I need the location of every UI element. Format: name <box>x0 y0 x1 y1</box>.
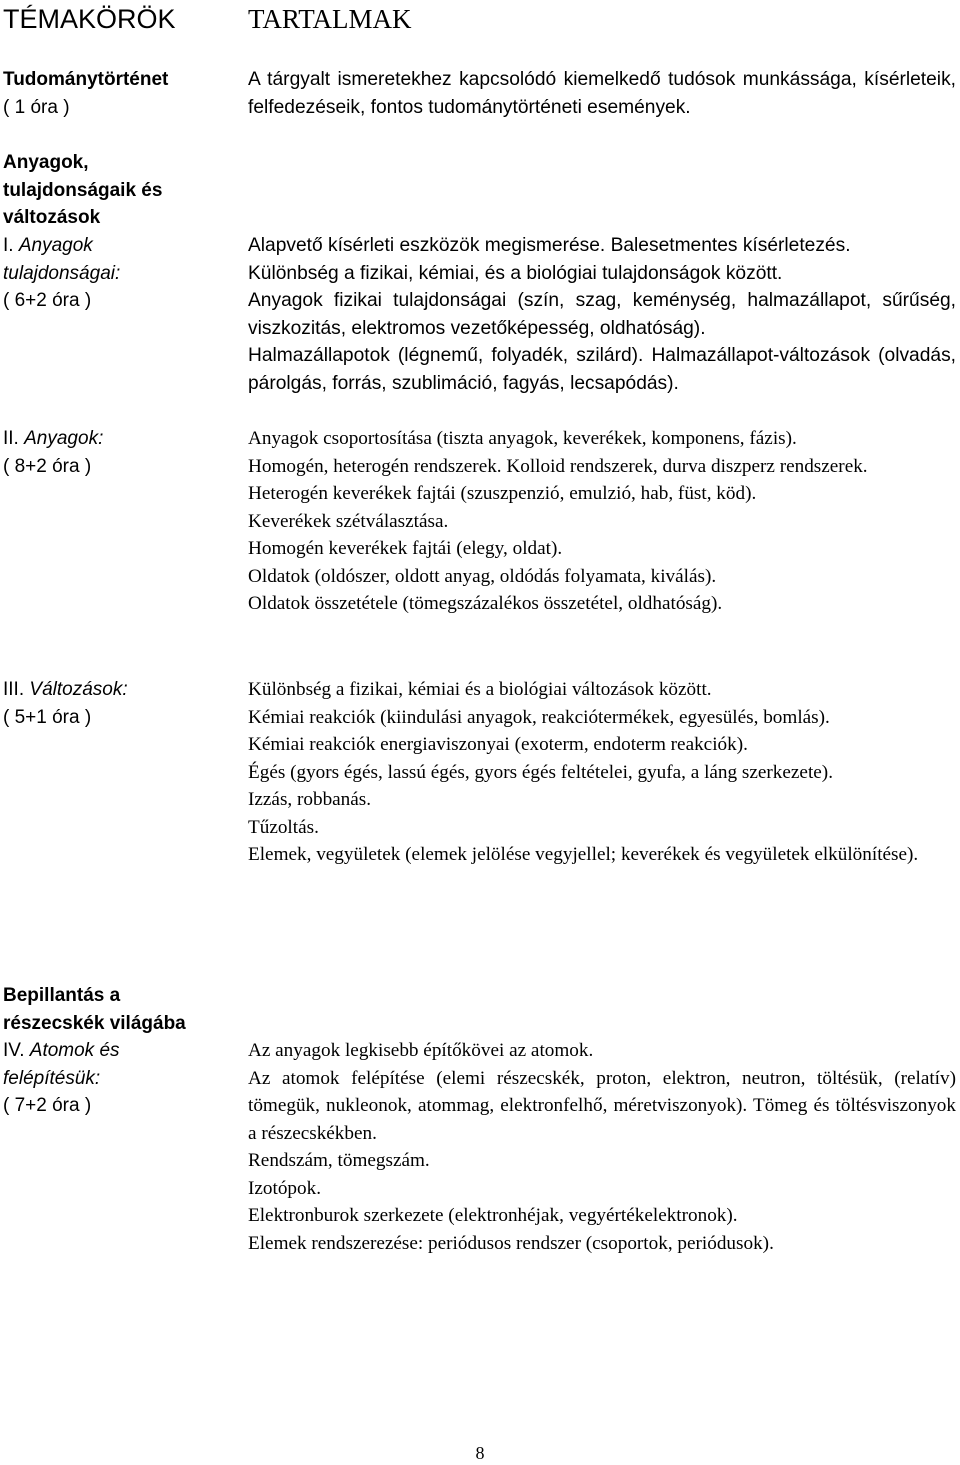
content-paragraph: Oldatok összetétele (tömegszázalékos összetétel, oldhatóság). <box>248 593 723 614</box>
content-materials <box>248 425 956 618</box>
topic-hours: ( 8+2 óra ) <box>3 455 92 477</box>
header-contents: TARTALMAK <box>248 4 412 34</box>
topic-title-line: változások <box>3 207 101 228</box>
topic-title-line: tulajdonságai: <box>3 262 121 284</box>
content-paragraph: Elemek rendszerezése: periódusos rendszer (csoportok, periódusok). <box>248 1232 774 1254</box>
content-paragraph: Homogén, heterogén rendszerek. Kolloid rendszerek, durva diszperz rendszerek. <box>248 455 868 477</box>
topic-title-line: IV. Atomok és <box>3 1040 120 1061</box>
topic-title-line: I. Anyagok <box>3 235 93 256</box>
content-paragraph: Keverékek szétválasztása. <box>248 510 449 532</box>
content-paragraph: Az atomok felépítése (elemi részecskék, proton, elektron, neutron, töltésük, (relatív) tömegük, nukleonok, atommag, elektronfelhő, méretviszonyok). Tömeg és töltésviszonyok a részecskékben. <box>248 1067 956 1144</box>
content-paragraph: Homogén keverékek fajtái (elegy, oldat). <box>248 538 563 559</box>
content-paragraph: Kémiai reakciók energiaviszonyai (exoterm, endoterm reakciók). <box>248 734 748 755</box>
content-paragraph: A tárgyalt ismeretekhez kapcsolódó kiemelkedő tudósok munkássága, kísérleteik, felfedezéseik, fontos tudománytörténeti események. <box>248 69 956 118</box>
topic-atoms <box>3 982 235 1120</box>
topic-title-line: tulajdonságaik és <box>3 179 163 201</box>
topic-materials-heading <box>3 149 235 232</box>
header-topics: TÉMAKÖRÖK <box>3 4 176 34</box>
content-material-properties <box>248 232 956 397</box>
topic-title-line: Anyagok, <box>3 152 89 173</box>
content-paragraph: Heterogén keverékek fajtái (szuszpenzió, emulzió, hab, füst, köd). <box>248 483 757 504</box>
content-history-of-science <box>248 66 956 121</box>
content-paragraph: Különbség a fizikai, kémiai, és a biológiai tulajdonságok között. <box>248 262 783 284</box>
content-atoms <box>248 1037 956 1257</box>
topic-title-line: III. Változások: <box>3 679 128 700</box>
topic-title-line: részecskék világába <box>3 1012 186 1034</box>
topic-history-of-science <box>3 66 235 121</box>
content-paragraph: Halmazállapotok (légnemű, folyadék, szilárd). Halmazállapot-változások (olvadás, párolgás, forrás, szublimáció, fagyás, lecsapódás). <box>248 345 956 394</box>
content-paragraph: Izotópok. <box>248 1177 322 1199</box>
content-paragraph: Különbség a fizikai, kémiai és a biológiai változások között. <box>248 679 712 700</box>
content-paragraph: Elemek, vegyületek (elemek jelölése vegyjellel; keverékek és vegyületek elkülönítése). <box>248 844 919 865</box>
content-paragraph: Izzás, robbanás. <box>248 789 372 810</box>
content-paragraph: Tűzoltás. <box>248 816 319 838</box>
topic-material-properties <box>3 232 235 315</box>
topic-changes <box>3 676 235 731</box>
topic-title-line: II. Anyagok: <box>3 428 104 449</box>
topic-title: Tudománytörténet <box>3 69 169 90</box>
content-paragraph: Az anyagok legkisebb építőkövei az atomok. <box>248 1040 594 1061</box>
topic-hours: ( 5+1 óra ) <box>3 706 92 728</box>
topic-materials <box>3 425 235 480</box>
content-paragraph: Kémiai reakciók (kiindulási anyagok, reakciótermékek, egyesülés, bomlás). <box>248 706 830 728</box>
content-paragraph: Oldatok (oldószer, oldott anyag, oldódás folyamata, kiválás). <box>248 565 717 587</box>
content-changes <box>248 676 956 869</box>
content-paragraph: Alapvető kísérleti eszközök megismerése. Balesetmentes kísérletezés. <box>248 235 851 256</box>
topic-title-line: Bepillantás a <box>3 985 121 1006</box>
content-paragraph: Égés (gyors égés, lassú égés, gyors égés feltételei, gyufa, a láng szerkezete). <box>248 761 833 783</box>
page-number: 8 <box>475 1443 485 1463</box>
content-paragraph: Anyagok csoportosítása (tiszta anyagok, keverékek, komponens, fázis). <box>248 428 797 449</box>
topic-hours: ( 7+2 óra ) <box>3 1095 92 1116</box>
topic-hours: ( 1 óra ) <box>3 96 70 118</box>
topic-hours: ( 6+2 óra ) <box>3 290 92 311</box>
topic-title-line: felépítésük: <box>3 1067 101 1089</box>
content-paragraph: Rendszám, tömegszám. <box>248 1150 430 1171</box>
content-paragraph: Elektronburok szerkezete (elektronhéjak, vegyértékelektronok). <box>248 1205 738 1226</box>
content-paragraph: Anyagok fizikai tulajdonságai (szín, szag, keménység, halmazállapot, sűrűség, viszkozitás, elektromos vezetőképesség, oldhatóság). <box>248 290 956 339</box>
